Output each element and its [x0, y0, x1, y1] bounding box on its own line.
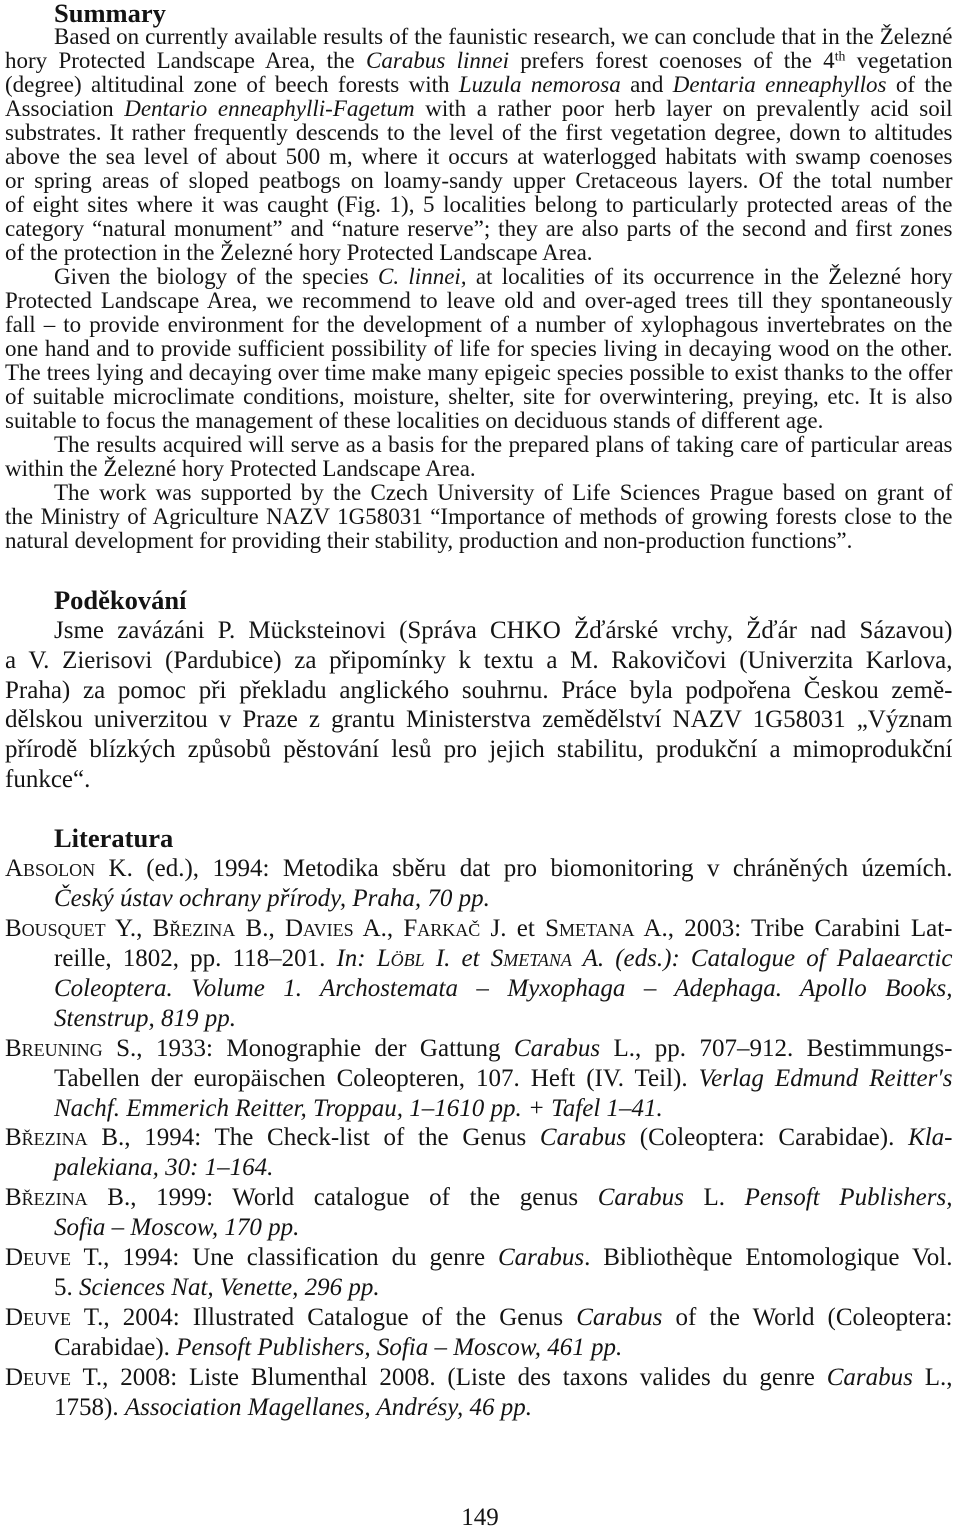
reference-entry	[5, 1123, 953, 1183]
text-run: with a rather poor herb layer on prevalently acid soil	[414, 96, 953, 121]
line-text	[54, 1213, 299, 1243]
line-text	[5, 193, 953, 217]
line-text	[54, 1333, 622, 1363]
italic-text: Coleoptera. Volume 1. Archostemata – Myxophaga – Adephaga. Apollo Books,	[54, 974, 953, 1002]
reference-line	[5, 1153, 953, 1183]
italic-text: Association Magellanes, Andrésy, 46 pp.	[124, 1393, 532, 1421]
italic-text: Nachf. Emmerich Reitter, Troppau, 1–1610 pp. + Tafel 1–41.	[54, 1094, 663, 1122]
reference-line	[5, 1243, 953, 1273]
text-run: hory Protected Landscape Area, the	[5, 48, 367, 73]
italic-text: Carabus	[513, 1034, 601, 1062]
italic-text: Kla-	[908, 1124, 953, 1152]
italic-text: Český ústav ochrany přírody, Praha, 70 pp.	[54, 884, 490, 912]
text-run: funkce“.	[5, 765, 91, 793]
line-text	[54, 1064, 953, 1094]
line-text	[5, 1303, 953, 1333]
italic-text: Pensoft Publishers, Sofia – Moscow, 461 pp.	[176, 1334, 623, 1361]
line-text	[54, 1094, 663, 1124]
text-line	[5, 145, 953, 169]
reference-line	[5, 1123, 953, 1153]
text-run: B., 1999: World catalogue of the genus	[87, 1184, 598, 1212]
italic-text: Dentario enneaphylli-Fagetum	[124, 96, 415, 121]
text-line	[5, 765, 953, 795]
reference-line	[5, 1004, 953, 1034]
reference-line	[5, 1393, 953, 1423]
line-text	[5, 646, 953, 676]
text-line	[5, 705, 953, 735]
text-run: one hand and to provide sufficient possibility of life for species living in decaying wood on the other.	[5, 336, 953, 361]
line-text	[5, 169, 953, 193]
text-run: reille, 1802, pp. 118–201.	[54, 944, 337, 972]
italic-text: Dentaria enneaphyllos	[672, 72, 887, 97]
text-run: B.,	[235, 914, 285, 942]
line-text	[5, 765, 90, 795]
text-line	[5, 646, 953, 676]
line-text	[5, 73, 953, 97]
author-name: Březina	[5, 1184, 88, 1212]
line-text	[5, 735, 953, 765]
italic-text: Verlag Edmund Reitter′s	[698, 1064, 953, 1092]
text-run: T., 1994: Une classification du genre	[71, 1244, 498, 1272]
italic-text: Carabus	[539, 1124, 627, 1152]
reference-line	[5, 1273, 953, 1303]
text-run: L.,	[912, 1363, 953, 1391]
author-name: Březina	[5, 1124, 88, 1152]
line-text	[54, 1153, 273, 1183]
line-text	[5, 361, 953, 385]
line-text	[5, 854, 953, 884]
text-run: suitable to focus the management of these localities on deciduous stands of different age.	[5, 408, 824, 433]
text-run: Carabidae).	[54, 1334, 177, 1361]
paragraph	[5, 25, 953, 265]
reference-list	[5, 854, 953, 1423]
reference-entry	[5, 1363, 953, 1423]
italic-text: Carabus	[597, 1184, 684, 1212]
paragraph	[5, 616, 953, 795]
references-heading: Literatura	[54, 823, 174, 853]
text-run: J. et	[480, 914, 546, 942]
reference-line	[5, 1183, 953, 1213]
line-text	[54, 884, 490, 914]
line-text	[54, 616, 953, 646]
text-run: of the protection in the Železné hory Protected Landscape Area.	[5, 240, 593, 265]
text-line	[5, 676, 953, 706]
reference-line	[5, 884, 953, 914]
text-line	[5, 73, 953, 97]
author-name: Smetana	[545, 914, 635, 942]
summary-heading: Summary	[54, 0, 166, 28]
line-text	[54, 974, 953, 1004]
text-run: T., 2004: Illustrated Catalogue of the Genus	[71, 1304, 577, 1332]
text-run: dělskou univerzitou v Praze z grantu Ministerstva zemědělství NAZV 1G58031 „Význam	[5, 706, 953, 734]
author-name: Farkač	[403, 914, 481, 942]
text-run: and	[620, 72, 673, 97]
summary-text	[5, 25, 953, 553]
italic-text: Carabus linnei	[366, 48, 509, 73]
reference-line	[5, 1064, 953, 1094]
text-run: . Bibliothèque Entomologique Vol.	[584, 1244, 953, 1272]
author-name: Deuve	[5, 1363, 72, 1391]
text-line	[5, 265, 953, 289]
line-text	[5, 409, 823, 433]
text-run: L., pp. 707–912. Bestimmungs-	[600, 1034, 953, 1062]
italic-text: C. linnei,	[378, 264, 467, 289]
line-text	[54, 481, 953, 505]
italic-text: Sofia – Moscow, 170 pp.	[54, 1214, 300, 1242]
paragraph	[5, 433, 953, 481]
reference-line	[5, 944, 953, 974]
text-run: fall – to provide environment for the development of a number of xylophagous invertebrates on the	[5, 312, 953, 337]
italic-text: A. (eds.): Catalogue of Palaearctic	[571, 944, 953, 972]
line-text	[5, 49, 953, 73]
text-run: Praha) za pomoc při překladu anglického souhrnu. Práce byla podpořena Českou země-	[5, 676, 953, 704]
author-name: Bousquet	[5, 914, 106, 942]
text-line	[5, 313, 953, 337]
line-text	[5, 145, 953, 169]
reference-line	[5, 854, 953, 884]
text-run: substrates. It rather frequently descends to the level of the first vegetation degree, down to altitudes	[5, 120, 953, 145]
text-run: Based on currently available results of the faunistic research, we can conclude that in the Železné	[54, 24, 953, 49]
text-run: Tabellen der europäischen Coleopteren, 107. Heft (IV. Teil).	[54, 1064, 699, 1092]
author-name: Deuve	[5, 1244, 72, 1272]
text-run: or spring areas of sloped peatbogs on loamy-sandy upper Cretaceous layers. Of the total number	[5, 168, 953, 193]
text-run: natural development for providing their stability, production and non-production functions”.	[5, 528, 853, 553]
reference-line	[5, 1363, 953, 1393]
editor-name: Smetana	[490, 944, 572, 972]
text-run: category “natural monument” and “nature reserve”; they are also parts of the second and first zones	[5, 216, 953, 241]
line-text	[5, 705, 953, 735]
text-run: Protected Landscape Area, we recommend to leave old and over-aged trees till they spontaneously	[5, 288, 953, 313]
text-run: Jsme zavázáni P. Mücksteinovi (Správa CHKO Žďárské vrchy, Žďár nad Sázavou)	[54, 617, 953, 644]
text-line	[5, 25, 953, 49]
reference-line	[5, 1303, 953, 1333]
line-text	[5, 97, 953, 121]
italic-text: Carabus	[826, 1363, 913, 1391]
text-run: (Coleoptera: Carabidae).	[626, 1124, 909, 1152]
text-line	[5, 616, 953, 646]
line-text	[5, 313, 953, 337]
author-name: Deuve	[5, 1304, 72, 1332]
line-text	[5, 1243, 952, 1273]
text-line	[5, 385, 953, 409]
line-text	[54, 433, 953, 457]
line-text	[5, 529, 852, 553]
author-name: Absolon	[5, 855, 96, 882]
text-run: The work was supported by the Czech University of Life Sciences Prague based on grant of	[54, 480, 953, 505]
text-run: prefers forest coenoses of the 4	[508, 48, 835, 73]
paragraph	[5, 481, 953, 553]
line-text	[5, 1183, 953, 1213]
text-line	[5, 505, 953, 529]
text-line	[5, 217, 953, 241]
line-text	[5, 676, 953, 706]
text-run: of the World (Coleoptera:	[662, 1304, 953, 1332]
text-line	[5, 121, 953, 145]
reference-line	[5, 1213, 953, 1243]
author-name: Breuning	[5, 1034, 103, 1062]
italic-text: Carabus	[576, 1304, 663, 1332]
text-run: The results acquired will serve as a basis for the prepared plans of taking care of particular areas	[54, 432, 953, 457]
author-name: Březina	[152, 914, 236, 942]
line-text	[5, 1363, 953, 1393]
text-line	[5, 337, 953, 361]
reference-entry	[5, 1243, 953, 1303]
text-line	[5, 481, 953, 505]
line-text	[54, 1004, 236, 1034]
text-run: Y.,	[105, 914, 153, 942]
text-line	[5, 241, 953, 265]
text-run: above the sea level of about 500 m, where it occurs at waterlogged habitats with swamp coenoses	[5, 144, 953, 169]
text-run: vegetation	[845, 48, 953, 73]
text-run: K. (ed.), 1994: Metodika sběru dat pro biomonitoring v chráněných územích.	[95, 855, 953, 882]
line-text	[5, 1034, 953, 1064]
text-run: A.,	[353, 914, 404, 942]
text-run: at localities of its occurrence in the Železné hory	[466, 264, 953, 289]
reference-line	[5, 914, 953, 944]
line-text	[5, 241, 593, 265]
author-name: Davies	[284, 914, 354, 942]
italic-text: Carabus	[497, 1244, 585, 1272]
text-run: Given the biology of the species	[54, 264, 379, 289]
text-line	[5, 289, 953, 313]
italic-text: Luzula nemorosa	[458, 72, 621, 97]
text-line	[5, 361, 953, 385]
text-run: L.	[683, 1184, 745, 1212]
line-text	[5, 1123, 953, 1153]
reference-entry	[5, 1303, 953, 1363]
line-text	[54, 944, 953, 974]
line-text	[54, 1393, 532, 1423]
text-run: Association	[5, 96, 125, 121]
text-line	[5, 193, 953, 217]
text-run: 1758).	[54, 1393, 125, 1421]
text-run: (degree) altitudinal zone of beech forests with	[5, 72, 459, 97]
line-text	[5, 385, 953, 409]
line-text	[5, 337, 953, 361]
italic-text: In:	[336, 944, 377, 972]
line-text	[5, 505, 953, 529]
text-run: of eight sites where it was caught (Fig. 1), 5 localities belong to particularly protected areas of the	[5, 192, 953, 217]
italic-text: Stenstrup, 819 pp.	[54, 1004, 236, 1032]
text-run: A., 2003: Tribe Carabini Lat-	[634, 914, 953, 942]
reference-entry	[5, 1034, 953, 1124]
line-text	[54, 265, 952, 289]
text-line	[5, 457, 953, 481]
text-line	[5, 735, 953, 765]
text-run: of the	[886, 72, 953, 97]
text-run: S., 1933: Monographie der Gattung	[102, 1034, 514, 1062]
text-line	[5, 529, 953, 553]
superscript-text: th	[834, 48, 846, 64]
text-run: přírodě blízkých způsobů pěstování lesů pro jejich stabilitu, produkční a mimoprodukční	[5, 736, 953, 764]
text-run: The trees lying and decaying over time make many epigeic species possible to exist thanks to the offer	[5, 360, 953, 385]
text-line	[5, 433, 953, 457]
paragraph	[5, 265, 953, 433]
reference-line	[5, 1094, 953, 1124]
editor-name: Löbl	[376, 944, 425, 972]
line-text	[5, 914, 953, 944]
page-number: 149	[461, 1504, 499, 1529]
acknowledgements-text	[5, 616, 953, 795]
reference-entry	[5, 1183, 953, 1243]
line-text	[54, 1273, 380, 1303]
reference-line	[5, 1034, 953, 1064]
line-text	[5, 457, 476, 481]
text-run: B., 1994: The Check-list of the Genus	[87, 1124, 540, 1152]
text-run: the Ministry of Agriculture NAZV 1G58031 “Importance of methods of growing forests close to the	[5, 504, 953, 529]
italic-text: I. et	[424, 944, 491, 972]
text-line	[5, 169, 953, 193]
text-run: within the Železné hory Protected Landscape Area.	[5, 456, 476, 481]
text-run: of suitable microclimate conditions, moisture, shelter, site for overwintering, preying, etc. It is also	[5, 384, 953, 409]
reference-entry	[5, 914, 953, 1034]
text-line	[5, 97, 953, 121]
text-line	[5, 409, 953, 433]
line-text	[5, 217, 953, 241]
acknowledgements-heading: Poděkování	[54, 585, 187, 615]
reference-entry	[5, 854, 953, 914]
text-run: T., 2008: Liste Blumenthal 2008. (Liste des taxons valides du genre	[71, 1363, 827, 1391]
text-line	[5, 49, 953, 73]
italic-text: Sciences Nat, Venette, 296 pp.	[79, 1274, 380, 1302]
text-run: a V. Zierisovi (Pardubice) za připomínky k textu a M. Rakovičovi (Univerzita Karlova,	[5, 646, 953, 674]
line-text	[54, 25, 953, 49]
reference-line	[5, 974, 953, 1004]
italic-text: palekiana, 30: 1–164.	[54, 1154, 274, 1182]
italic-text: Pensoft Publishers,	[744, 1184, 953, 1212]
reference-line	[5, 1333, 953, 1363]
line-text	[5, 289, 953, 313]
text-run: 5.	[54, 1274, 79, 1302]
line-text	[5, 121, 953, 145]
